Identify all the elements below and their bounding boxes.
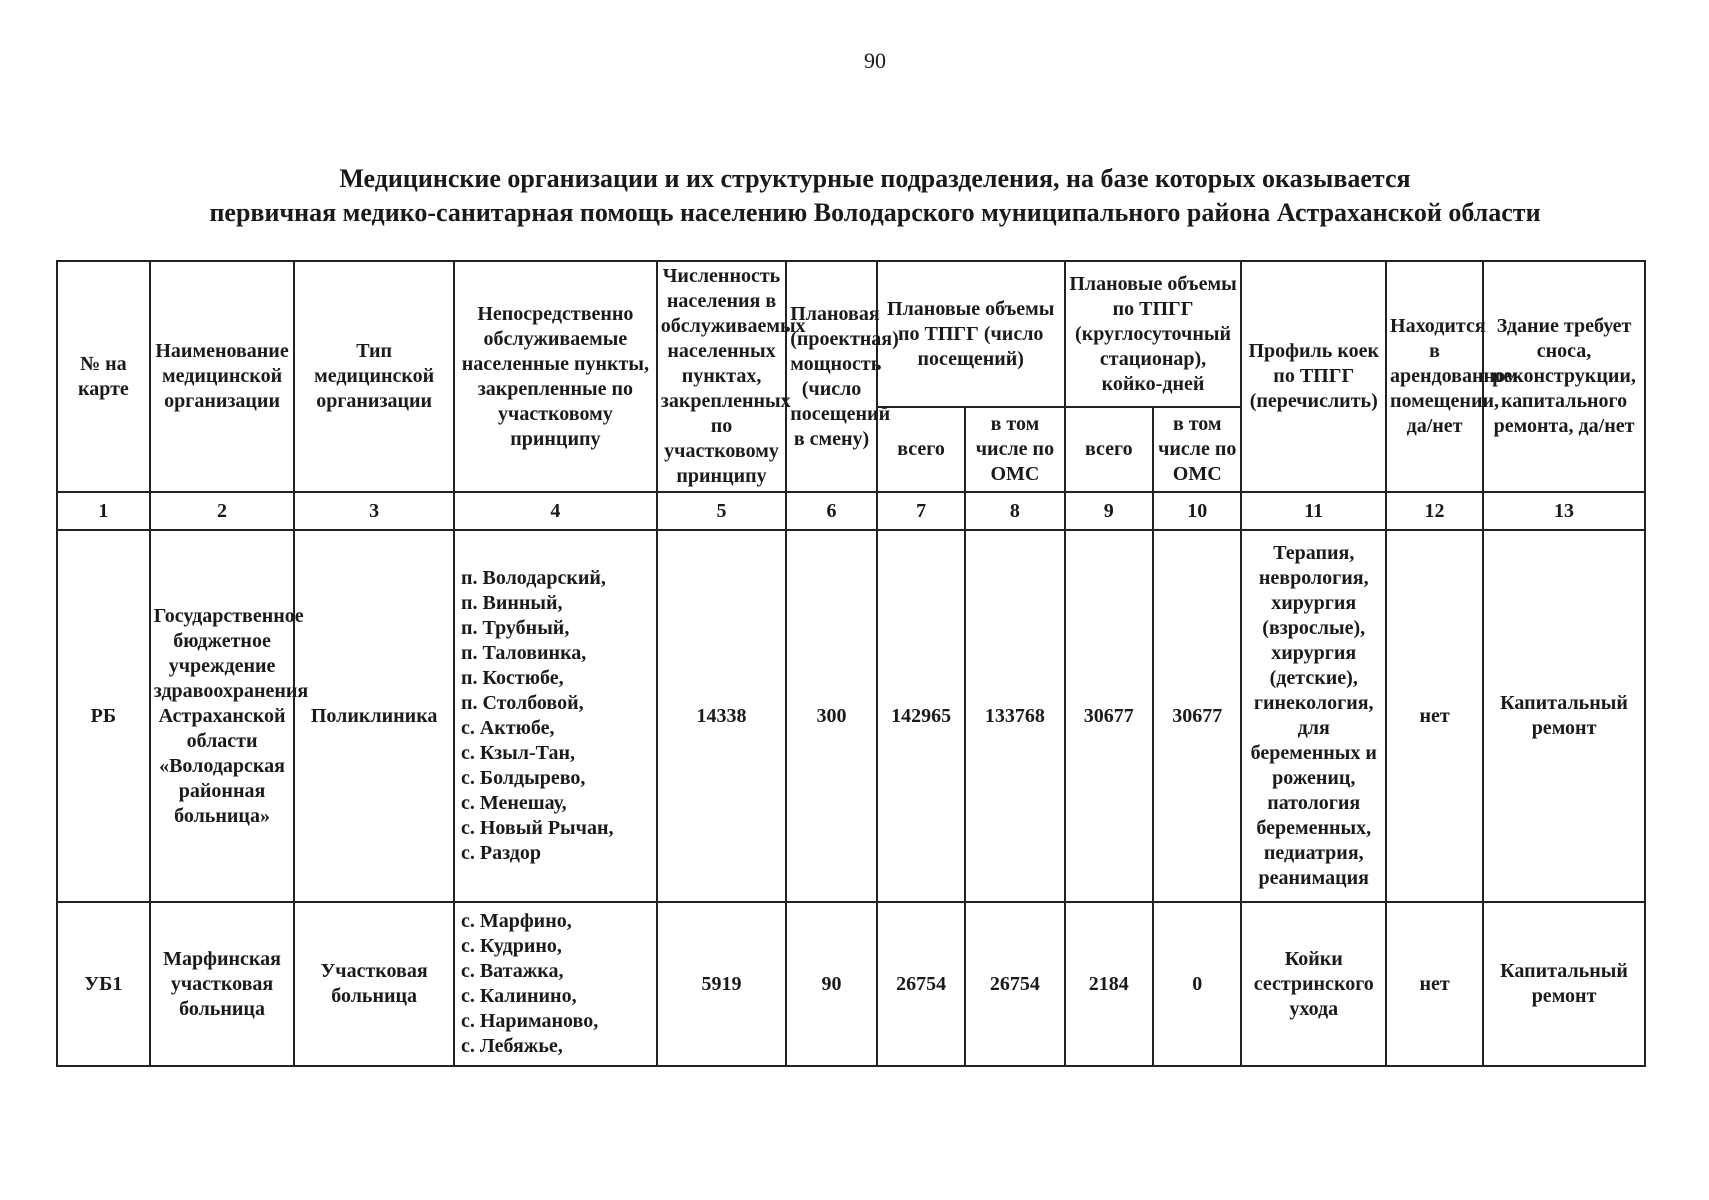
settlement: с. Болдырево, [460,767,586,789]
header-beddays-total: всего [1065,407,1153,492]
column-number: 8 [965,492,1064,530]
population: 5919 [657,902,786,1066]
title-line-2: первичная медико-санитарная помощь населению Володарского муниципального района Астраханской области [209,198,1541,227]
capacity: 90 [786,902,877,1066]
column-number: 9 [1065,492,1153,530]
settlement: п. Столбовой, [460,692,584,714]
bed-profile: Койки сестринского ухода [1241,902,1386,1066]
map-number: УБ1 [57,902,150,1066]
header-rented: Находится в арендованном помещении, да/нет [1386,261,1483,492]
page-number: 90 [864,48,886,73]
header-building: Здание требует сноса, реконструкции, капитального ремонта, да/нет [1483,261,1645,492]
header-capacity: Плановая (проектная) мощность (число посещений в смену) [786,261,877,492]
document-title [0,162,1709,230]
settlements-list [454,902,657,1066]
column-number: 2 [150,492,295,530]
column-number: 6 [786,492,877,530]
header-visits-oms: в том числе по ОМС [965,407,1064,492]
visits-oms: 133768 [965,530,1064,902]
capacity: 300 [786,530,877,902]
settlements-list [454,530,657,902]
column-number: 11 [1241,492,1386,530]
org-name: Государственное бюджетное учреждение здравоохранения Астраханской области «Володарская районная больница» [150,530,295,902]
population: 14338 [657,530,786,902]
settlement: п. Костюбе, [460,667,564,689]
settlement: п. Таловинка, [460,642,587,664]
title-line-1: Медицинские организации и их структурные подразделения, на базе которых оказывается [339,164,1411,193]
visits-total: 26754 [877,902,965,1066]
column-number: 4 [454,492,657,530]
header-map-number: № на карте [57,261,150,492]
settlement: п. Винный, [460,592,563,614]
column-number: 7 [877,492,965,530]
settlement: с. Калинино, [460,985,577,1007]
settlement: с. Новый Рычан, [460,817,614,839]
org-name: Марфинская участковая больница [150,902,295,1066]
rented: нет [1386,902,1483,1066]
column-number: 12 [1386,492,1483,530]
column-number: 3 [294,492,454,530]
settlement: с. Марфино, [460,910,572,932]
settlement: с. Менешау, [460,792,567,814]
column-number: 5 [657,492,786,530]
column-number: 1 [57,492,150,530]
beddays-oms: 30677 [1153,530,1241,902]
settlement: п. Володарский, [460,567,606,589]
rented: нет [1386,530,1483,902]
org-type: Поликлиника [294,530,454,902]
org-type: Участковая больница [294,902,454,1066]
header-visits-total: всего [877,407,965,492]
building-status: Капитальный ремонт [1483,902,1645,1066]
bed-profile: Терапия, неврология, хирургия (взрослые), хирургия (детские), гинекология, для беременных и рожениц, патология беременных, педиатрия, реанимация [1241,530,1386,902]
beddays-total: 30677 [1065,530,1153,902]
beddays-total: 2184 [1065,902,1153,1066]
column-number: 10 [1153,492,1241,530]
beddays-oms: 0 [1153,902,1241,1066]
visits-total: 142965 [877,530,965,902]
header-bed-profile: Профиль коек по ТПГГ (перечислить) [1241,261,1386,492]
settlement: с. Раздор [460,842,541,864]
header-beddays-group: Плановые объемы по ТПГГ (круглосуточный стационар), койко-дней [1065,261,1242,407]
column-number: 13 [1483,492,1645,530]
header-beddays-oms: в том числе по ОМС [1153,407,1241,492]
header-population: Численность населения в обслуживаемых населенных пунктах, закрепленных по участковому принципу [657,261,786,492]
map-number: РБ [57,530,150,902]
table-row [57,530,1645,902]
medical-organizations-table [56,260,1646,1067]
settlement: с. Нариманово, [460,1010,599,1032]
settlement: п. Трубный, [460,617,570,639]
settlement: с. Актюбе, [460,717,555,739]
header-visits-group: Плановые объемы по ТПГГ (число посещений) [877,261,1065,407]
settlement: с. Кудрино, [460,935,562,957]
header-org-name: Наименование медицинской организации [150,261,295,492]
table-row [57,902,1645,1066]
settlement: с. Лебяжье, [460,1035,563,1057]
header-org-type: Тип медицинской организации [294,261,454,492]
header-settlements: Непосредственно обслуживаемые населенные пункты, закрепленные по участковому принципу [454,261,657,492]
settlement: с. Ватажка, [460,960,564,982]
settlement: с. Кзыл-Тан, [460,742,575,764]
building-status: Капитальный ремонт [1483,530,1645,902]
visits-oms: 26754 [965,902,1064,1066]
